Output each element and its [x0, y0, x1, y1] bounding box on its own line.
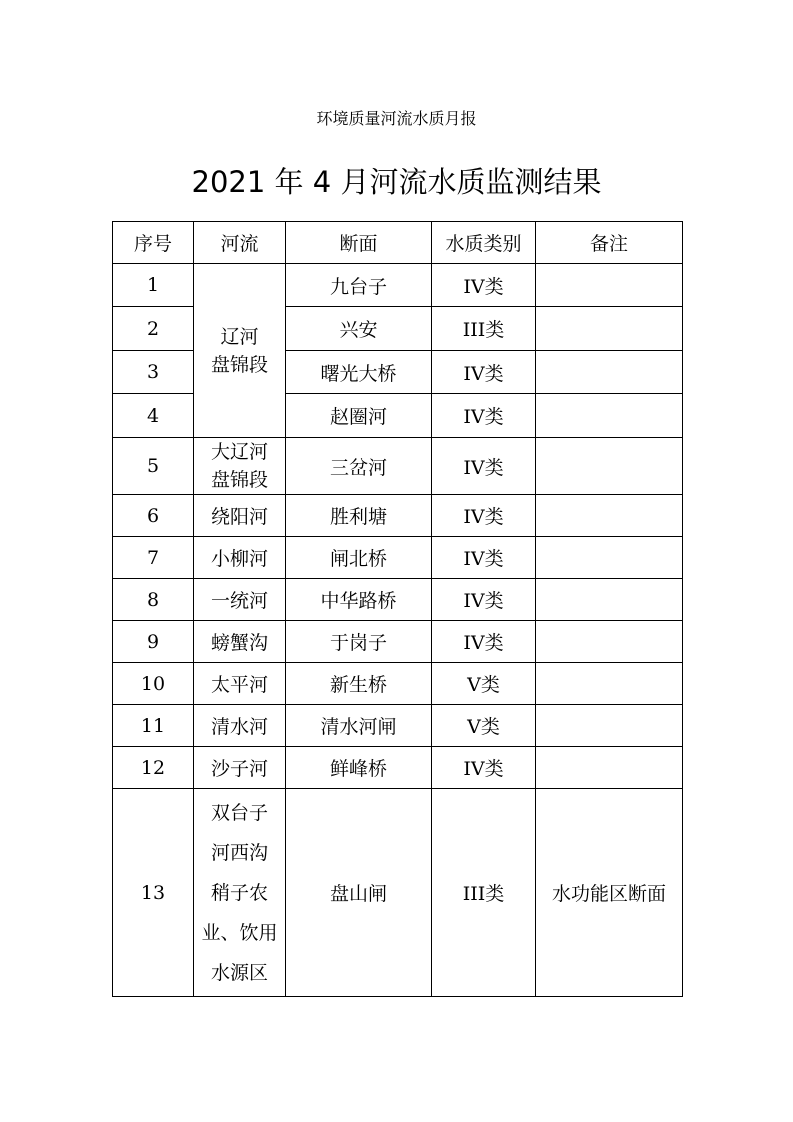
table-row [113, 621, 683, 663]
row-section: 九台子 [286, 264, 432, 307]
column-header-class: 水质类别 [432, 222, 536, 264]
row-section: 盘山闸 [286, 789, 432, 997]
row-section: 胜利塘 [286, 495, 432, 537]
row-class: IV类 [432, 747, 536, 789]
row-section: 新生桥 [286, 663, 432, 705]
row-note [536, 579, 683, 621]
row-no: 3 [113, 351, 194, 394]
river-name-line: 双台子 [210, 801, 268, 824]
row-no: 5 [113, 438, 194, 495]
row-no: 1 [113, 264, 194, 307]
table-header-row [113, 222, 683, 264]
water-quality-table [112, 221, 683, 997]
table-row [113, 579, 683, 621]
row-river: 螃蟹沟 [194, 621, 286, 663]
river-group-liaohe [194, 264, 286, 438]
row-river: 太平河 [194, 663, 286, 705]
row-no: 12 [113, 747, 194, 789]
row-class: IV类 [432, 438, 536, 495]
column-header-section: 断面 [286, 222, 432, 264]
row-class: IV类 [432, 621, 536, 663]
row-no: 7 [113, 537, 194, 579]
row-no: 10 [113, 663, 194, 705]
row-note [536, 621, 683, 663]
row-section: 赵圈河 [286, 394, 432, 438]
row-river: 一统河 [194, 579, 286, 621]
row-note [536, 537, 683, 579]
row-river: 沙子河 [194, 747, 286, 789]
row-class: IV类 [432, 495, 536, 537]
row-note: 水功能区断面 [536, 789, 683, 997]
table-row [113, 264, 683, 307]
row-note [536, 394, 683, 438]
row-river: 绕阳河 [194, 495, 286, 537]
row-class: IV类 [432, 537, 536, 579]
row-class: III类 [432, 307, 536, 351]
row-note [536, 747, 683, 789]
river-name-line: 水源区 [210, 961, 268, 984]
row-note [536, 351, 683, 394]
column-header-river: 河流 [194, 222, 286, 264]
row-note [536, 495, 683, 537]
river-name-line: 辽河 [220, 325, 259, 348]
column-header-note: 备注 [536, 222, 683, 264]
row-section: 中华路桥 [286, 579, 432, 621]
river-name-line: 大辽河 [210, 441, 268, 463]
row-note [536, 438, 683, 495]
row-class: V类 [432, 663, 536, 705]
row-no: 9 [113, 621, 194, 663]
table-row [113, 747, 683, 789]
row-no: 6 [113, 495, 194, 537]
row-section: 曙光大桥 [286, 351, 432, 394]
row-section: 三岔河 [286, 438, 432, 495]
row-class: IV类 [432, 394, 536, 438]
river-name-line: 盘锦段 [210, 353, 268, 376]
row-no: 11 [113, 705, 194, 747]
row-class: IV类 [432, 579, 536, 621]
row-no: 8 [113, 579, 194, 621]
row-no: 4 [113, 394, 194, 438]
row-section: 闸北桥 [286, 537, 432, 579]
report-header: 环境质量河流水质月报 [316, 109, 477, 128]
table-row [113, 537, 683, 579]
river-name-line: 稍子农 [210, 881, 268, 904]
table-row [113, 438, 683, 495]
row-river: 小柳河 [194, 537, 286, 579]
row-note [536, 663, 683, 705]
column-header-no: 序号 [113, 222, 194, 264]
row-note [536, 264, 683, 307]
row-river: 清水河 [194, 705, 286, 747]
row-section: 清水河闸 [286, 705, 432, 747]
table-row [113, 663, 683, 705]
table-row [113, 495, 683, 537]
row-note [536, 705, 683, 747]
table-row [113, 789, 683, 997]
river-name-line: 河西沟 [210, 841, 268, 864]
row-note [536, 307, 683, 351]
row-class: V类 [432, 705, 536, 747]
row-section: 兴安 [286, 307, 432, 351]
river-name-line: 盘锦段 [210, 469, 268, 491]
row-no: 13 [113, 789, 194, 997]
river-name-line: 业、饮用 [201, 921, 278, 944]
row-section: 于岗子 [286, 621, 432, 663]
row-section: 鲜峰桥 [286, 747, 432, 789]
row-class: III类 [432, 789, 536, 997]
row-class: IV类 [432, 351, 536, 394]
river-group-daliaohe [194, 438, 286, 495]
river-group-shuangtaizi [194, 789, 286, 997]
row-no: 2 [113, 307, 194, 351]
row-class: IV类 [432, 264, 536, 307]
page-title: 2021 年 4 月河流水质监测结果 [191, 165, 602, 199]
table-row [113, 705, 683, 747]
